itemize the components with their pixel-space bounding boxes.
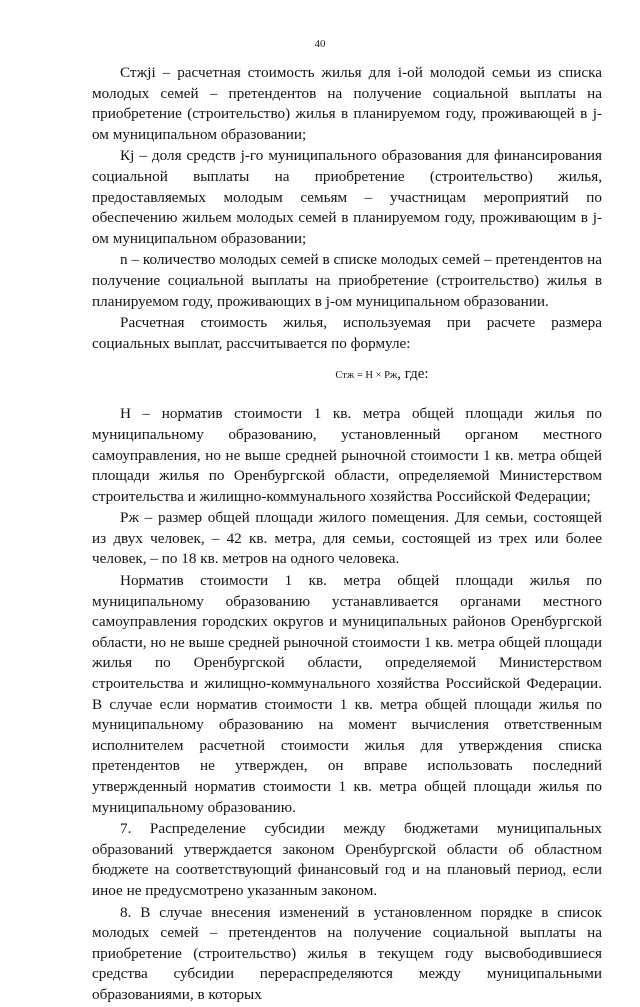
document-body xyxy=(92,63,602,1007)
paragraph-stzh-definition: Стжji – расчетная стоимость жилья для i-ой молодой семьи из списка молодых семей – претендентов на получение социальной выплаты на приобретение (строительство) жилья в планируемом году, проживающей в j-ом муниципальном образовании; xyxy=(92,64,602,143)
paragraph-formula-intro: Расчетная стоимость жилья, используемая при расчете размера социальных выплат, рассчитывается по формуле: xyxy=(92,314,602,352)
page-number: 40 xyxy=(314,38,326,50)
paragraph-item-7: 7. Распределение субсидии между бюджетами муниципальных образований утверждается законом Оренбургской области об областном бюджете на соответствующий финансовый год и на плановый период, если иное не предусмотрено указанным законом. xyxy=(92,820,602,899)
paragraph-norm-rules: Норматив стоимости 1 кв. метра общей площади жилья по муниципальному образованию устанавливается органами местного самоуправления городских округов и муниципальных районов Оренбургской области, но не выше средней рыночной стоимости 1 кв. метра общей площади жилья по Оренбургской области, определяемой Министерством строительства и жилищно-коммунального хозяйства Российской Федерации. В случае если норматив стоимости 1 кв. метра общей площади жилья по муниципальному образованию на момент вычисления ответственным исполнителем расчетной стоимости жилья для утверждения списка претендентов не утвержден, он вправе использовать последний утвержденный норматив стоимости 1 кв. метра общей площади жилья по муниципальному образованию. xyxy=(92,572,602,816)
paragraph-item-8: 8. В случае внесения изменений в установленном порядке в список молодых семей – претендентов на получение социальной выплаты на приобретение (строительство) жилья в текущем году высвободившиеся средства субсидии перераспределяются между муниципальными образованиями, в которых xyxy=(92,903,602,1003)
paragraph-h-definition: Н – норматив стоимости 1 кв. метра общей площади жилья по муниципальному образованию, установленный органом местного самоуправления, но не выше средней рыночной стоимости 1 кв. метра общей площади жилья по Оренбургской области, определяемой Министерством строительства и жилищно-коммунального хозяйства Российской Федерации; xyxy=(92,405,602,505)
paragraph-rzh-definition: Рж – размер общей площади жилого помещения. Для семьи, состоящей из двух человек, – 42 кв. метра, для семьи, состоящей из трех или более человек, – по 18 кв. метров на одного человека. xyxy=(92,509,602,568)
formula-suffix: , где: xyxy=(397,366,429,383)
paragraph-n-definition: n – количество молодых семей в списке молодых семей – претендентов на получение социальной выплаты на приобретение (строительство) жилья в планируемом году, проживающих в j-ом муниципальном образовании. xyxy=(92,251,602,310)
formula-expression: Стж = Н × Рж xyxy=(335,370,398,382)
formula xyxy=(92,364,602,386)
paragraph-kj-definition: Кj – доля средств j-го муниципального образования для финансирования социальной выплаты на приобретение (строительство) жилья, предоставляемых молодым семьям – участницам мероприятий по обеспечению жильем молодых семей в планируемом году, проживающим в j-ом муниципальном образовании; xyxy=(92,147,602,247)
